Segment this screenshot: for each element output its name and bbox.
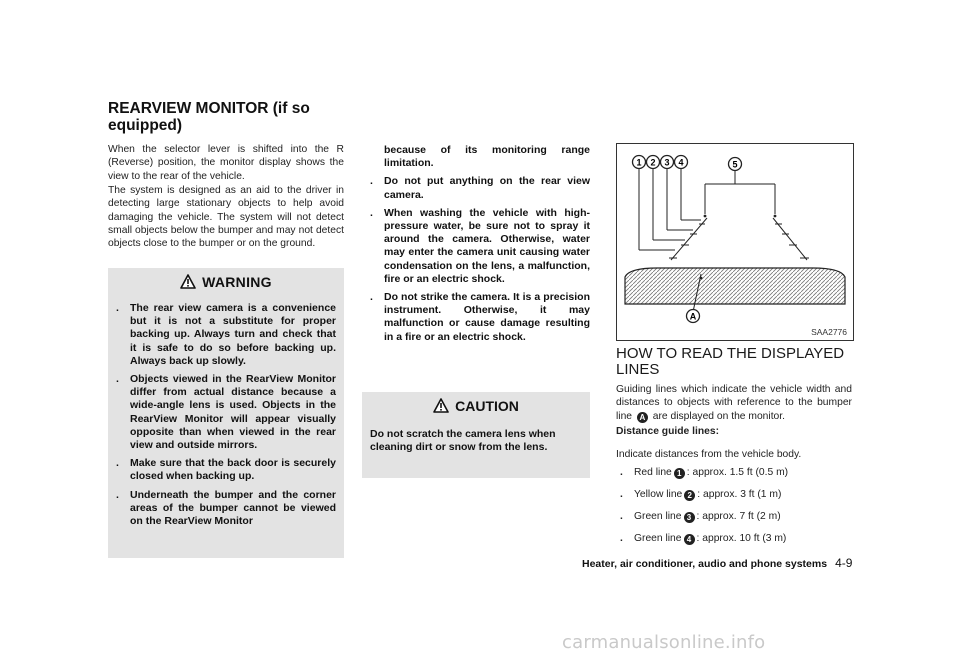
monitor-diagram — [616, 143, 854, 341]
distance-guide-heading: Distance guide lines: — [616, 426, 719, 437]
list-item: . Green line 3 : approx. 7 ft (2 m) — [620, 511, 781, 522]
caution-icon — [433, 398, 449, 413]
guide-lines-illustration — [617, 144, 853, 340]
list-item: . The rear view camera is a convenience but it is not a substitute for proper backing up. Always turn and check that it is safe to do so before backing up. Always back up slowly. — [116, 302, 336, 367]
callout-3-icon: 3 — [684, 512, 695, 523]
distance-guide-intro: Indicate distances from the vehicle body. — [616, 449, 802, 460]
svg-text:4: 4 — [678, 157, 684, 168]
warning-heading — [108, 274, 344, 290]
list-item: . When washing the vehicle with high-pressure water, be sure not to spray it around the camera. Otherwise, water may enter the camera unit causing water condensation on the lens, a malfunction, fire or an electric shock. — [370, 206, 590, 285]
figure-code: SAA2776 — [811, 327, 847, 337]
callout-a-icon: A — [637, 412, 648, 423]
chapter-title: Heater, air conditioner, audio and phone systems — [582, 558, 828, 570]
callout-1-icon: 1 — [674, 468, 685, 479]
warning-box — [108, 268, 344, 558]
svg-text:3: 3 — [664, 157, 670, 168]
list-item: . Do not put anything on the rear view camera. — [370, 175, 590, 201]
list-item: . Make sure that the back door is securely closed when backing up. — [116, 457, 336, 483]
list-item-continued: because of its monitoring range limitation. — [384, 144, 590, 170]
watermark-text: carmanualsonline.info — [562, 632, 766, 653]
svg-text:1: 1 — [636, 157, 642, 168]
how-to-read-title: HOW TO READ THE DISPLAYED LINES — [616, 345, 845, 378]
page-footer — [582, 556, 852, 570]
list-item: . Red line 1 : approx. 1.5 ft (0.5 m) — [620, 467, 789, 478]
how-to-read-text: Guiding lines which indicate the vehicle width and distances to objects with reference to the bumper line A are displayed on the monitor. — [616, 384, 852, 422]
intro-paragraph-1: When the selector lever is shifted into the R (Reverse) position, the monitor display shows the view to the rear of the vehicle. — [108, 144, 344, 182]
list-item: . Yellow line 2 : approx. 3 ft (1 m) — [620, 489, 782, 500]
caution-heading-text: CAUTION — [455, 398, 519, 414]
caution-text: Do not scratch the camera lens when cleaning dirt or snow from the lens. — [370, 428, 556, 454]
page-number: 4-9 — [835, 556, 853, 570]
callout-2-icon: 2 — [684, 490, 695, 501]
list-item: . Green line 4 : approx. 10 ft (3 m) — [620, 533, 787, 544]
list-item: . Objects viewed in the RearView Monitor differ from actual distance because a wide-angle lens is used. Objects in the RearView Monitor will appear visually opposite than when viewed in the rear view and outside mirrors. — [116, 373, 336, 452]
svg-text:A: A — [689, 311, 697, 322]
warning-list-continued — [362, 144, 590, 349]
bumper-area — [625, 268, 845, 304]
intro-paragraph-2: The system is designed as an aid to the driver in detecting large stationary objects to help avoid damaging the vehicle. The system will not detect small objects below the bumper and may not detect objects close to the bumper or on the ground. — [108, 185, 344, 250]
list-item: . Underneath the bumper and the corner areas of the bumper cannot be viewed on the RearView Monitor — [116, 488, 336, 528]
list-item: . Do not strike the camera. It is a precision instrument. Otherwise, it may malfunction or cause damage resulting in a fire or an electric shock. — [370, 291, 590, 343]
warning-icon — [180, 274, 196, 289]
section-title: REARVIEW MONITOR (if so equipped) — [108, 100, 310, 134]
distance-guide-list — [616, 466, 852, 554]
svg-text:2: 2 — [650, 157, 656, 168]
warning-list — [108, 302, 336, 533]
caution-heading — [362, 398, 590, 414]
warning-heading-text: WARNING — [202, 274, 272, 290]
callout-4-icon: 4 — [684, 534, 695, 545]
svg-text:5: 5 — [732, 159, 738, 170]
caution-box — [362, 392, 590, 478]
